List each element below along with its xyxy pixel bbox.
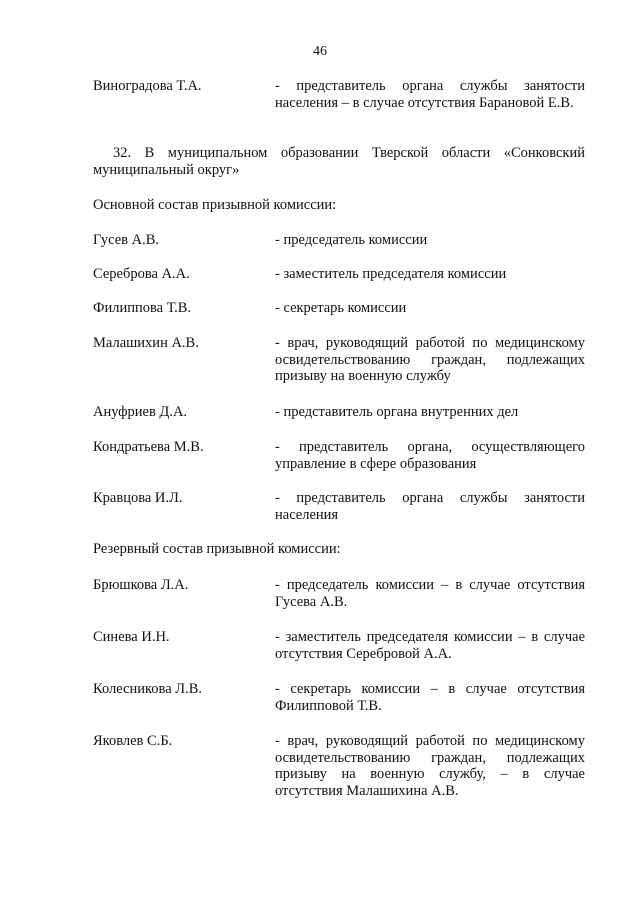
member-role: - врач, руководящий работой по медицинскому освидетельствованию граждан, подлежащих призыву на военную службу — [275, 335, 585, 384]
member-role: - председатель комиссии — [275, 232, 428, 248]
page-number: 46 — [313, 44, 327, 59]
member-role: - врач, руководящий работой по медицинскому освидетельствованию граждан, подлежащих призыву на военную службу, – в случае отсутствия Малашихина А.В. — [275, 733, 585, 799]
member-name: Кондратьева М.В. — [93, 439, 204, 455]
member-name: Виноградова Т.А. — [93, 78, 202, 94]
member-name: Малашихин А.В. — [93, 335, 199, 351]
member-name: Гусев А.В. — [93, 232, 159, 248]
member-role: - заместитель председателя комиссии – в случае отсутствия Серебровой А.А. — [275, 629, 585, 662]
section-title: 32. В муниципальном образовании Тверской области «Сонковский муниципальный округ» — [93, 145, 585, 178]
member-role: - представитель органа службы занятости населения — [275, 490, 585, 523]
member-name: Сереброва А.А. — [93, 266, 190, 282]
member-name: Филиппова Т.В. — [93, 300, 192, 316]
member-name: Колесникова Л.В. — [93, 681, 203, 697]
member-role: - заместитель председателя комиссии — [275, 266, 507, 282]
member-role: - представитель органа внутренних дел — [275, 404, 519, 420]
member-name: Кравцова И.Л. — [93, 490, 183, 506]
main-composition-heading: Основной состав призывной комиссии: — [93, 197, 337, 213]
member-role: - секретарь комиссии – в случае отсутствия Филипповой Т.В. — [275, 681, 585, 714]
member-role: - председатель комиссии – в случае отсутствия Гусева А.В. — [275, 577, 585, 610]
member-role: - представитель органа, осуществляющего управление в сфере образования — [275, 439, 585, 472]
member-name: Ануфриев Д.А. — [93, 404, 188, 420]
member-name: Брюшкова Л.А. — [93, 577, 189, 593]
member-role: - представитель органа службы занятости населения – в случае отсутствия Барановой Е.В. — [275, 78, 585, 111]
member-role: - секретарь комиссии — [275, 300, 407, 316]
reserve-composition-heading: Резервный состав призывной комиссии: — [93, 541, 341, 557]
member-name: Синева И.Н. — [93, 629, 170, 645]
member-name: Яковлев С.Б. — [93, 733, 173, 749]
